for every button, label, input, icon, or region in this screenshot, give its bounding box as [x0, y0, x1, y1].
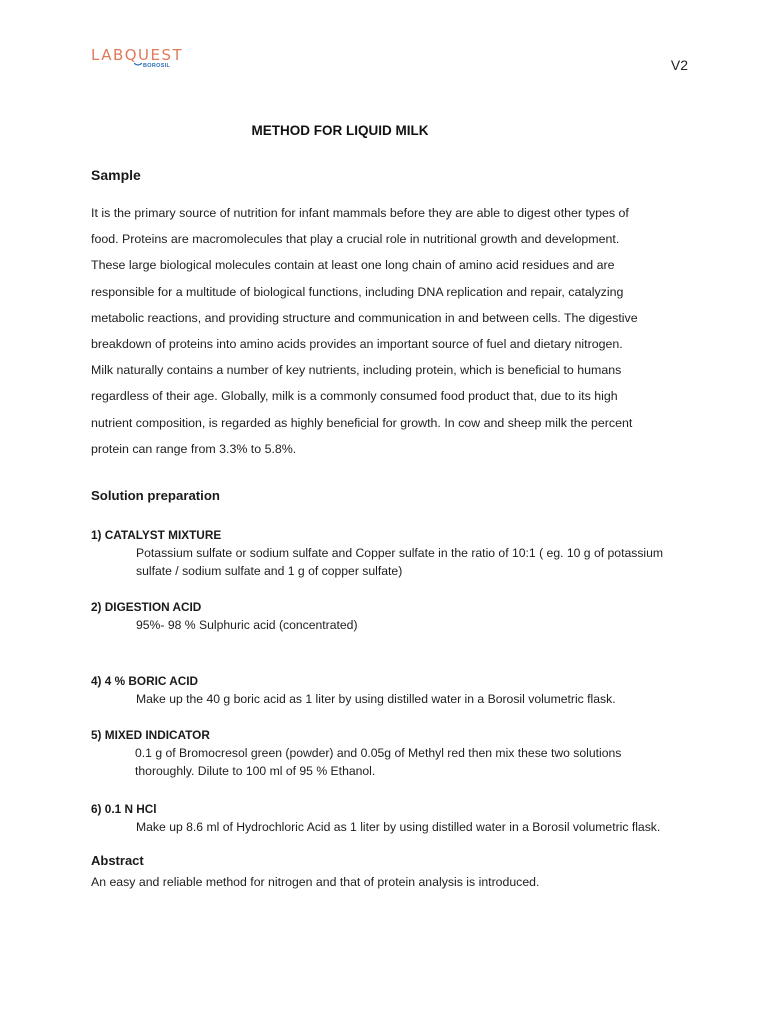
paragraph-line: nutrient composition, is regarded as highly beneficial for growth. In cow and sheep milk the percent [91, 415, 633, 430]
paragraph-line: regardless of their age. Globally, milk is a commonly consumed food product that, due to its high [91, 389, 618, 404]
item-text: sulfate / sodium sulfate and 1 g of copper sulfate) [136, 564, 403, 578]
item-text: Make up the 40 g boric acid as 1 liter by using distilled water in a Borosil volumetric flask. [136, 692, 616, 706]
solution-item-digestion-acid [91, 598, 358, 634]
paragraph-line: breakdown of proteins into amino acids provides an important source of fuel and dietary nitrogen. [91, 337, 623, 352]
solution-item-mixed-indicator [91, 726, 621, 780]
item-label: 1) CATALYST MIXTURE [91, 528, 222, 542]
paragraph-line: responsible for a multitude of biological functions, including DNA replication and repair, catalyzing [91, 284, 624, 299]
item-label: 4) 4 % BORIC ACID [91, 674, 199, 688]
solution-heading: Solution preparation [91, 488, 220, 503]
paragraph-line: Milk naturally contains a number of key nutrients, including protein, which is beneficial to humans [91, 363, 622, 378]
paragraph-line: It is the primary source of nutrition for infant mammals before they are able to digest other types of [91, 206, 629, 220]
item-label: 2) DIGESTION ACID [91, 600, 202, 614]
abstract-text: An easy and reliable method for nitrogen and that of protein analysis is introduced. [91, 875, 540, 889]
paragraph-line: food. Proteins are macromolecules that play a crucial role in nutritional growth and development. [91, 232, 620, 247]
item-text: 95%- 98 % Sulphuric acid (concentrated) [136, 618, 358, 632]
sample-heading: Sample [91, 167, 141, 183]
item-text: Potassium sulfate or sodium sulfate and Copper sulfate in the ratio of 10:1 ( eg. 10 g of potassium [136, 546, 664, 560]
logo-swoosh-icon [134, 62, 142, 67]
item-label: 5) MIXED INDICATOR [91, 728, 210, 742]
item-label: 6) 0.1 N HCl [91, 802, 157, 816]
document-title: METHOD FOR LIQUID MILK [251, 123, 429, 138]
solution-item-hcl [91, 800, 660, 836]
solution-item-boric-acid [91, 672, 616, 708]
solution-item-catalyst [91, 526, 663, 580]
labquest-logo [91, 46, 184, 72]
item-text: thoroughly. Dilute to 100 ml of 95 % Ethanol. [135, 764, 376, 778]
version-label: V2 [670, 57, 688, 73]
paragraph-line: metabolic reactions, and providing structure and communication in and between cells. The digestive [91, 310, 638, 325]
paragraph-line: These large biological molecules contain at least one long chain of amino acid residues and are [91, 258, 615, 273]
item-text: Make up 8.6 ml of Hydrochloric Acid as 1 liter by using distilled water in a Borosil volumetric flask. [136, 820, 661, 834]
item-text: 0.1 g of Bromocresol green (powder) and 0.05g of Methyl red then mix these two solutions [135, 746, 622, 760]
sample-paragraph [91, 200, 691, 462]
abstract-heading: Abstract [91, 853, 144, 868]
paragraph-line: protein can range from 3.3% to 5.8%. [91, 441, 297, 456]
logo-wordmark: LABQUEST [91, 46, 184, 64]
logo-subtext: BOROSIL [143, 63, 171, 69]
